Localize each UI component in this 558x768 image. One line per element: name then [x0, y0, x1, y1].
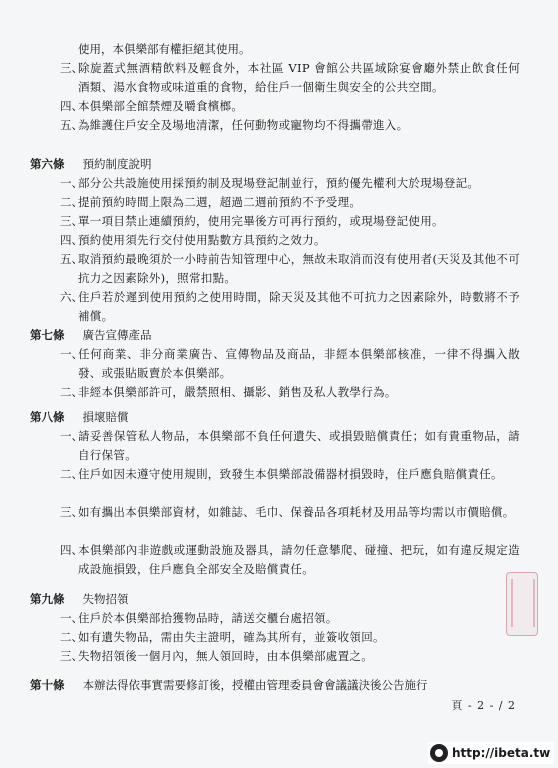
item-text: 本俱樂部內非遊戲或運動設施及器具，請勿任意攀爬、碰撞、把玩，如有違反規定造成設施損毀，住戶應負全部安全及賠償責任。 [78, 543, 520, 576]
item-text: 提前預約時間上限為二週，超過二週前預約不予受理。 [78, 195, 362, 209]
item-number: 二、 [60, 467, 83, 481]
seal-stamp-inner [511, 579, 535, 627]
item-text: 請妥善保管私人物品，本俱樂部不負任何遺失、或損毀賠償責任；如有貴重物品，請自行保管。 [78, 429, 520, 462]
item-text: 住戶若於遲到使用預約之使用時間，除天災及其他不可抗力之因素除外，時數將不予補償。 [78, 290, 520, 323]
section-title: 預約制度說明 [82, 157, 152, 171]
item-text: 取消預約最晚須於一小時前告知管理中心，無故未取消而沒有使用者(天災及其他不可抗力之因素除外)，照常扣點。 [78, 252, 520, 285]
item-number: 四、 [60, 99, 83, 113]
item-number: 二、 [60, 195, 83, 209]
section-label: 第六條 [30, 157, 65, 171]
item-text: 預約使用須先行交付使用點數方具預約之效力。 [78, 233, 326, 247]
item-text: 為維護住戶安全及場地清潔，任何動物或寵物均不得攜帶進入。 [78, 118, 409, 132]
page-number: 頁 - 2 - / 2 [451, 699, 516, 712]
item-text: 單一項目禁止連續預約，使用完畢後方可再行預約，或現場登記使用。 [78, 214, 444, 228]
item-number: 一、 [60, 429, 83, 443]
item-number: 三、 [60, 61, 83, 75]
item-text: 如有攜出本俱樂部資材，如雜誌、毛巾、保養品各項耗材及用品等均需以市價賠償。 [78, 505, 515, 519]
item-text: 本俱樂部全館禁煙及嚼食檳榔。 [78, 99, 244, 113]
seal-stamp-icon [506, 572, 538, 636]
item-text: 住戶如因未遵守使用規則，致發生本俱樂部設備器材損毀時，住戶應負賠償責任。 [78, 467, 503, 481]
section-label: 第七條 [30, 328, 65, 342]
item-number: 二、 [60, 630, 83, 644]
section-heading [30, 676, 428, 695]
section-title: 廣告宣傳產品 [82, 328, 152, 342]
section-title: 損壞賠償 [82, 410, 129, 424]
item-number: 六、 [60, 290, 83, 304]
item-number: 五、 [60, 252, 83, 266]
section-title: 本辦法得依事實需要修訂後，授權由管理委員會會議議決後公告施行 [82, 678, 428, 692]
item-number: 一、 [60, 611, 83, 625]
section-heading [30, 155, 152, 174]
site-logo-icon [430, 744, 448, 762]
item-text: 除旋蓋式無酒精飲料及輕食外，本社區 VIP 會館公共區域除宴會廳外禁止飲食任何酒類、湯水食物或味道重的食物，給住戶一個衛生與安全的公共空間。 [78, 61, 520, 94]
item-number: 四、 [60, 543, 83, 557]
item-text: 任何商業、非分商業廣告、宣傳物品及商品，非經本俱樂部核准，一律不得攜入散發、或張貼販賣於本俱樂部。 [78, 347, 520, 380]
item-number: 二、 [60, 385, 83, 399]
section-heading [30, 408, 129, 427]
item-number: 三、 [60, 214, 83, 228]
section-label: 第八條 [30, 410, 65, 424]
item-text: 非經本俱樂部許可，嚴禁照相、攝影、銷售及私人教學行為。 [78, 385, 397, 399]
item-number: 三、 [60, 505, 83, 519]
item-number: 五、 [60, 118, 83, 132]
section-heading [30, 326, 152, 345]
section-heading [30, 590, 129, 609]
item-number: 一、 [60, 176, 83, 190]
item-text: 部分公共設施使用採預約制及現場登記制並行，預約優先權利大於現場登記。 [78, 176, 480, 190]
watermark-text: http://ibeta.tw [452, 746, 551, 760]
item-text: 住戶於本俱樂部拾獲物品時，請送交櫃台處招領。 [78, 611, 338, 625]
item-number: 一、 [60, 347, 83, 361]
carryover-line: 使用，本俱樂部有權拒絕其使用。 [78, 42, 251, 56]
site-watermark [428, 742, 554, 764]
section-label: 第九條 [30, 592, 65, 606]
item-text: 如有遺失物品，需由失主證明，確為其所有，並簽收領回。 [78, 630, 385, 644]
section-label: 第十條 [30, 678, 65, 692]
section-title: 失物招領 [82, 592, 129, 606]
item-number: 四、 [60, 233, 83, 247]
item-text: 失物招領後一個月內，無人領回時，由本俱樂部處置之。 [78, 649, 373, 663]
item-number: 三、 [60, 649, 83, 663]
